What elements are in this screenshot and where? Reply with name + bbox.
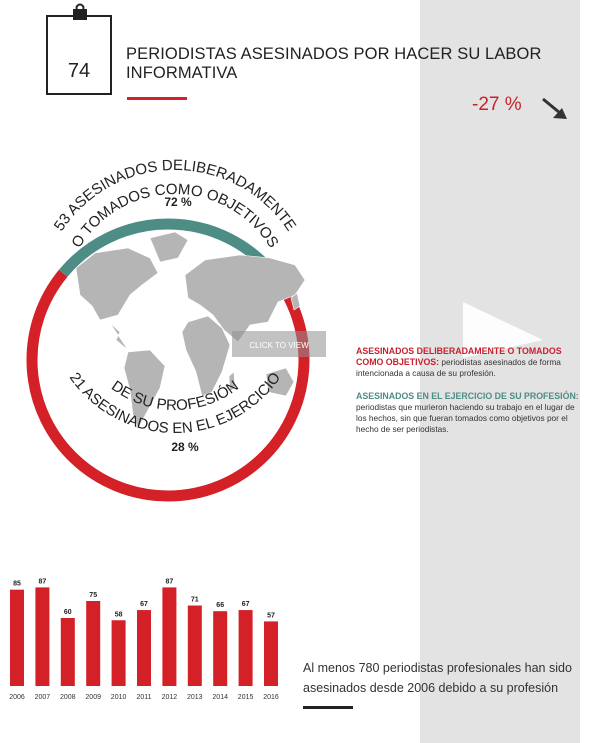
bar-value-label-2014: 66 <box>216 602 225 610</box>
bar-2009 <box>86 601 100 686</box>
click-to-view-overlay[interactable] <box>232 331 326 357</box>
pie-label-deliberate-value: 72 % <box>164 195 192 209</box>
bar-tick-label-2008: 2008 <box>60 694 76 701</box>
counter-value: 74 <box>67 60 91 82</box>
bar-2011 <box>137 610 151 686</box>
bar-value-label-2012: 87 <box>165 578 174 586</box>
footnote-line-2: asesinados desde 2006 debido a su profesión <box>303 681 559 695</box>
donut-chart <box>0 110 340 555</box>
bar-2016 <box>264 621 278 686</box>
clipboard-icon <box>68 3 92 23</box>
footnote-line-1: Al menos 780 periodistas profesionales han sido <box>303 661 572 675</box>
counter-box <box>46 15 112 95</box>
bar-tick-label-2007: 2007 <box>34 694 51 701</box>
click-to-view-label: CLICK TO VIEW <box>249 341 309 350</box>
bar-tick-label-2015: 2015 <box>237 694 254 701</box>
bar-2014 <box>213 611 227 686</box>
arc-label-deliberate-line1: 53 ASESINADOS DELIBERADAMENTE <box>50 156 300 235</box>
bar-tick-label-2011: 2011 <box>136 694 152 701</box>
legend-title-deliberate: ASESINADOS DELIBERADAMENTE O TOMADOS COMO OBJETIVOS: <box>356 346 562 367</box>
bar-2007 <box>35 587 49 686</box>
bar-value-label-2007: 87 <box>38 578 47 586</box>
bar-tick-label-2013: 2013 <box>187 694 203 701</box>
bar-2008 <box>61 618 75 686</box>
bar-value-label-2015: 67 <box>241 601 250 609</box>
legend-title-profession: ASESINADOS EN EL EJERCICIO DE SU PROFESIÓN: <box>356 391 579 401</box>
legend-item-deliberate <box>356 346 580 379</box>
bar-tick-label-2016: 2016 <box>263 694 279 701</box>
legend-item-profession <box>356 391 580 435</box>
bar-value-label-2016: 57 <box>267 612 275 620</box>
pie-label-profession-value: 28 % <box>171 440 199 454</box>
legend <box>356 346 580 447</box>
bar-tick-label-2012: 2012 <box>161 694 178 701</box>
arc-label-profession-line1: 21 ASESINADOS EN EL EJERCICIO <box>65 369 285 438</box>
footnote-rule <box>303 706 353 709</box>
bar-value-label-2006: 85 <box>13 580 21 588</box>
bar-value-label-2011: 67 <box>140 601 148 609</box>
bar-value-label-2013: 71 <box>190 596 199 604</box>
legend-desc-profession: periodistas que murieron haciendo su trabajo en el lugar de los hechos, sin que fueran tomados como objetivos por el hecho de ser periodistas. <box>356 402 575 434</box>
change-value: -27 % <box>472 94 522 115</box>
bar-value-label-2009: 75 <box>89 592 98 599</box>
bar-tick-label-2014: 2014 <box>212 694 228 701</box>
headline-rule <box>127 97 187 100</box>
bar-tick-label-2009: 2009 <box>85 694 101 701</box>
bar-chart <box>0 568 300 713</box>
bar-2015 <box>239 610 253 686</box>
bar-tick-label-2006: 2006 <box>9 694 25 701</box>
bar-tick-label-2010: 2010 <box>110 694 127 701</box>
bar-2006 <box>10 590 24 686</box>
bar-value-label-2008: 60 <box>63 609 72 616</box>
bar-2013 <box>188 606 202 686</box>
legend-desc-deliberate: periodistas asesinados de forma intencionada a causa de su profesión. <box>356 357 561 378</box>
arc-label-deliberate-line2: O TOMADOS COMO OBJETIVOS <box>68 180 282 251</box>
headline: PERIODISTAS ASESINADOS POR HACER SU LABOR INFORMATIVA <box>126 45 542 82</box>
bar-2010 <box>112 620 126 686</box>
arrow-down-right-icon <box>540 96 570 124</box>
footnote <box>303 658 580 698</box>
bar-2012 <box>162 587 176 686</box>
arc-label-profession-line2: DE SU PROFESIÓN <box>108 377 242 415</box>
bar-value-label-2010: 58 <box>114 611 123 619</box>
